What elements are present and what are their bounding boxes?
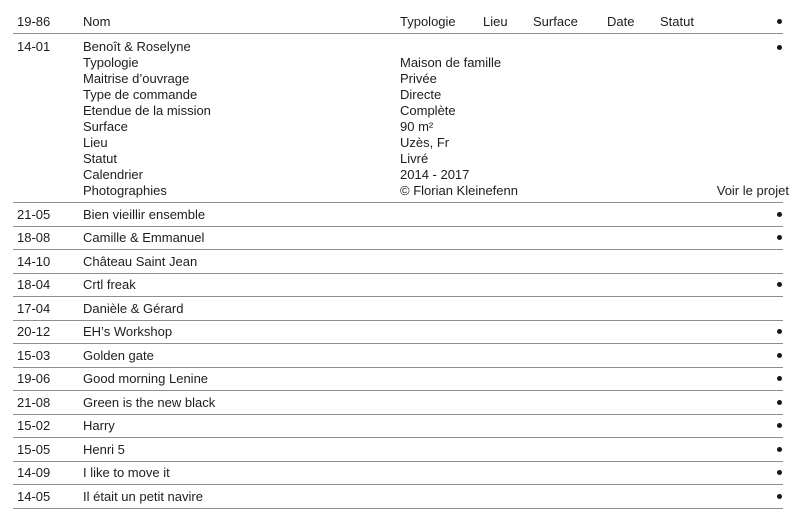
detail-row-commande: [13, 87, 783, 103]
project-id: 15-03: [17, 347, 51, 363]
dot-indicator-icon: [777, 45, 782, 50]
detail-row-calendrier: [13, 167, 783, 183]
project-id: 18-08: [17, 230, 51, 246]
field-value: 2014 - 2017: [400, 167, 470, 182]
project-row[interactable]: [13, 462, 783, 486]
detail-row-photographies: [13, 183, 783, 199]
project-id: 14-10: [17, 253, 51, 269]
project-row[interactable]: [13, 485, 783, 509]
project-name: Bien vieillir ensemble: [83, 206, 206, 222]
field-value: Uzès, Fr: [400, 135, 450, 150]
project-id: 14-05: [17, 488, 51, 504]
field-label: Lieu: [83, 135, 108, 150]
project-row[interactable]: [13, 250, 783, 274]
project-name: Green is the new black: [83, 394, 216, 410]
table-header: [13, 0, 783, 34]
field-label: Photographies: [83, 183, 167, 198]
field-label: Type de commande: [83, 87, 198, 102]
project-name: Henri 5: [83, 441, 125, 457]
dot-indicator-icon: [777, 235, 782, 240]
dot-indicator-icon: [777, 19, 782, 24]
detail-row-lieu: [13, 135, 783, 151]
project-index: [13, 0, 789, 509]
project-id: 15-02: [17, 418, 51, 434]
field-value: Maison de famille: [400, 55, 502, 70]
header-nom: Nom: [83, 14, 111, 29]
project-row[interactable]: [13, 438, 783, 462]
project-row[interactable]: [13, 203, 783, 227]
dot-indicator-icon: [777, 400, 782, 405]
dot-indicator-icon: [777, 494, 782, 499]
voir-le-projet-link[interactable]: Voir le projet: [716, 183, 789, 198]
project-row[interactable]: [13, 227, 783, 251]
project-row[interactable]: [13, 415, 783, 439]
detail-row-surface: [13, 119, 783, 135]
project-id: 14-09: [17, 465, 51, 481]
field-label: Statut: [83, 151, 117, 166]
dot-indicator-icon: [777, 376, 782, 381]
project-id: 20-12: [17, 324, 51, 340]
field-value: Privée: [400, 71, 437, 86]
project-name: Danièle & Gérard: [83, 300, 184, 316]
project-name: Camille & Emmanuel: [83, 230, 205, 246]
project-id: 17-04: [17, 300, 51, 316]
project-row[interactable]: [13, 321, 783, 345]
dot-indicator-icon: [777, 353, 782, 358]
project-row[interactable]: [13, 391, 783, 415]
dot-indicator-icon: [777, 329, 782, 334]
field-label: Etendue de la mission: [83, 103, 211, 118]
field-value: © Florian Kleinefenn: [400, 183, 518, 198]
project-id: 14-01: [17, 39, 51, 54]
project-row[interactable]: [13, 344, 783, 368]
field-value: Livré: [400, 151, 429, 166]
field-label: Calendrier: [83, 167, 143, 182]
project-name: Golden gate: [83, 347, 154, 363]
project-id: 21-05: [17, 206, 51, 222]
dot-indicator-icon: [777, 447, 782, 452]
header-date: Date: [607, 14, 635, 29]
dot-indicator-icon: [777, 423, 782, 428]
field-value: 90 m²: [400, 119, 434, 134]
project-id: 19-06: [17, 371, 51, 387]
project-id: 21-08: [17, 394, 51, 410]
project-row[interactable]: [13, 297, 783, 321]
project-name: I like to move it: [83, 465, 170, 481]
field-value: Complète: [400, 103, 456, 118]
project-name: Château Saint Jean: [83, 253, 198, 269]
project-id: 18-04: [17, 277, 51, 293]
project-name: Il était un petit navire: [83, 488, 203, 504]
project-id: 15-05: [17, 441, 51, 457]
project-name: Benoît & Roselyne: [83, 39, 191, 54]
header-surface: Surface: [533, 14, 578, 29]
field-label: Maitrise d’ouvrage: [83, 71, 190, 86]
header-statut: Statut: [660, 14, 694, 29]
detail-row-mission: [13, 103, 783, 119]
dot-indicator-icon: [777, 470, 782, 475]
detail-row-maitrise: [13, 71, 783, 87]
detail-row-typologie: [13, 55, 783, 71]
detail-row-statut: [13, 151, 783, 167]
field-value: Directe: [400, 87, 442, 102]
header-typologie: Typologie: [400, 14, 456, 29]
expanded-project-title-row[interactable]: [13, 39, 783, 55]
project-row[interactable]: [13, 368, 783, 392]
dot-indicator-icon: [777, 212, 782, 217]
project-name: Crtl freak: [83, 277, 136, 293]
project-row[interactable]: [13, 274, 783, 298]
project-row-expanded: [13, 34, 789, 203]
project-name: Good morning Lenine: [83, 371, 209, 387]
project-name: EH’s Workshop: [83, 324, 173, 340]
project-name: Harry: [83, 418, 115, 434]
header-id-column: 19-86: [17, 14, 51, 29]
field-label: Surface: [83, 119, 128, 134]
dot-indicator-icon: [777, 282, 782, 287]
header-lieu: Lieu: [483, 14, 508, 29]
field-label: Typologie: [83, 55, 139, 70]
